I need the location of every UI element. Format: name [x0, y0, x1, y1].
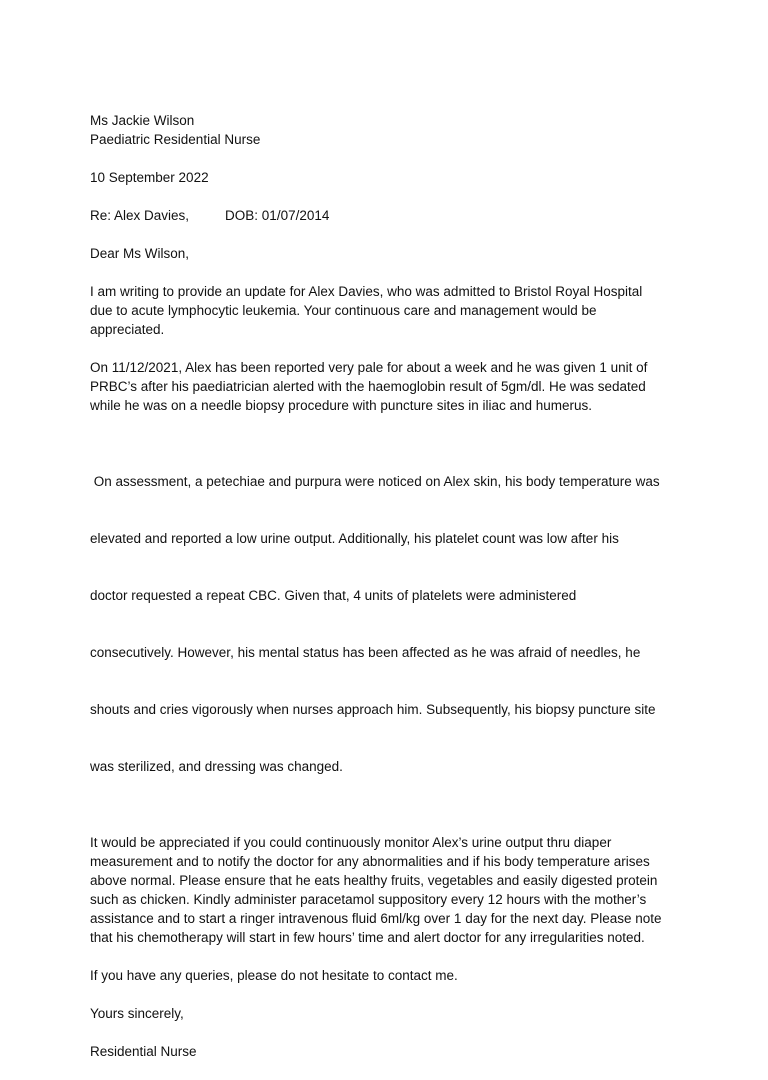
- paragraph-admission: [90, 282, 682, 339]
- closing-line: [90, 966, 682, 985]
- paragraph-line: PRBC’s after his paediatrician alerted with the haemoglobin result of 5gm/dl. He was sedated: [90, 379, 646, 394]
- sender-block: [90, 111, 682, 149]
- paragraph-care-instructions: [90, 833, 682, 947]
- paragraph-line: measurement and to notify the doctor for any abnormalities and if his body temperature arises: [90, 854, 650, 869]
- paragraph-history: [90, 358, 682, 415]
- paragraph-line: consecutively. However, his mental status has been affected as he was afraid of needles, he: [90, 645, 641, 660]
- sender-name: Ms Jackie Wilson: [90, 113, 195, 128]
- sign-off-text: Yours sincerely,: [90, 1006, 184, 1021]
- paragraph-line: such as chicken. Kindly administer paracetamol suppository every 12 hours with the mother’s: [90, 892, 647, 907]
- paragraph-line: doctor requested a repeat CBC. Given that, 4 units of platelets were administered: [90, 588, 577, 603]
- paragraph-line: due to acute lymphocytic leukemia. Your continuous care and management would be: [90, 303, 597, 318]
- closing-text: If you have any queries, please do not hesitate to contact me.: [90, 968, 458, 983]
- paragraph-line: was sterilized, and dressing was changed.: [90, 759, 343, 774]
- letter-date: [90, 168, 682, 187]
- sign-off: [90, 1004, 682, 1023]
- salutation-text: Dear Ms Wilson,: [90, 246, 190, 261]
- patient-reference: Re: Alex Davies,: [90, 208, 190, 223]
- signature-text: Residential Nurse: [90, 1044, 197, 1059]
- paragraph-line: On assessment, a petechiae and purpura were noticed on Alex skin, his body temperature was: [90, 474, 660, 489]
- paragraph-assessment: [90, 434, 682, 814]
- paragraph-line: It would be appreciated if you could continuously monitor Alex’s urine output thru diaper: [90, 835, 612, 850]
- signature: [90, 1042, 682, 1061]
- reference-line: [90, 206, 682, 225]
- date-text: 10 September 2022: [90, 170, 209, 185]
- patient-dob: DOB: 01/07/2014: [225, 208, 330, 223]
- letter-body: [90, 111, 682, 1080]
- paragraph-line: elevated and reported a low urine output. Additionally, his platelet count was low after his: [90, 531, 619, 546]
- paragraph-line: I am writing to provide an update for Alex Davies, who was admitted to Bristol Royal Hospital: [90, 284, 643, 299]
- paragraph-line: appreciated.: [90, 322, 165, 337]
- paragraph-line: On 11/12/2021, Alex has been reported very pale for about a week and he was given 1 unit of: [90, 360, 648, 375]
- paragraph-line: assistance and to start a ringer intravenous fluid 6ml/kg over 1 day for the next day. Please note: [90, 911, 662, 926]
- salutation: [90, 244, 682, 263]
- paragraph-line: above normal. Please ensure that he eats healthy fruits, vegetables and easily digested protein: [90, 873, 658, 888]
- paragraph-line: that his chemotherapy will start in few hours’ time and alert doctor for any irregularities noted.: [90, 930, 645, 945]
- paragraph-line: while he was on a needle biopsy procedure with puncture sites in iliac and humerus.: [90, 398, 593, 413]
- paragraph-line: shouts and cries vigorously when nurses approach him. Subsequently, his biopsy puncture site: [90, 702, 656, 717]
- sender-title: Paediatric Residential Nurse: [90, 132, 261, 147]
